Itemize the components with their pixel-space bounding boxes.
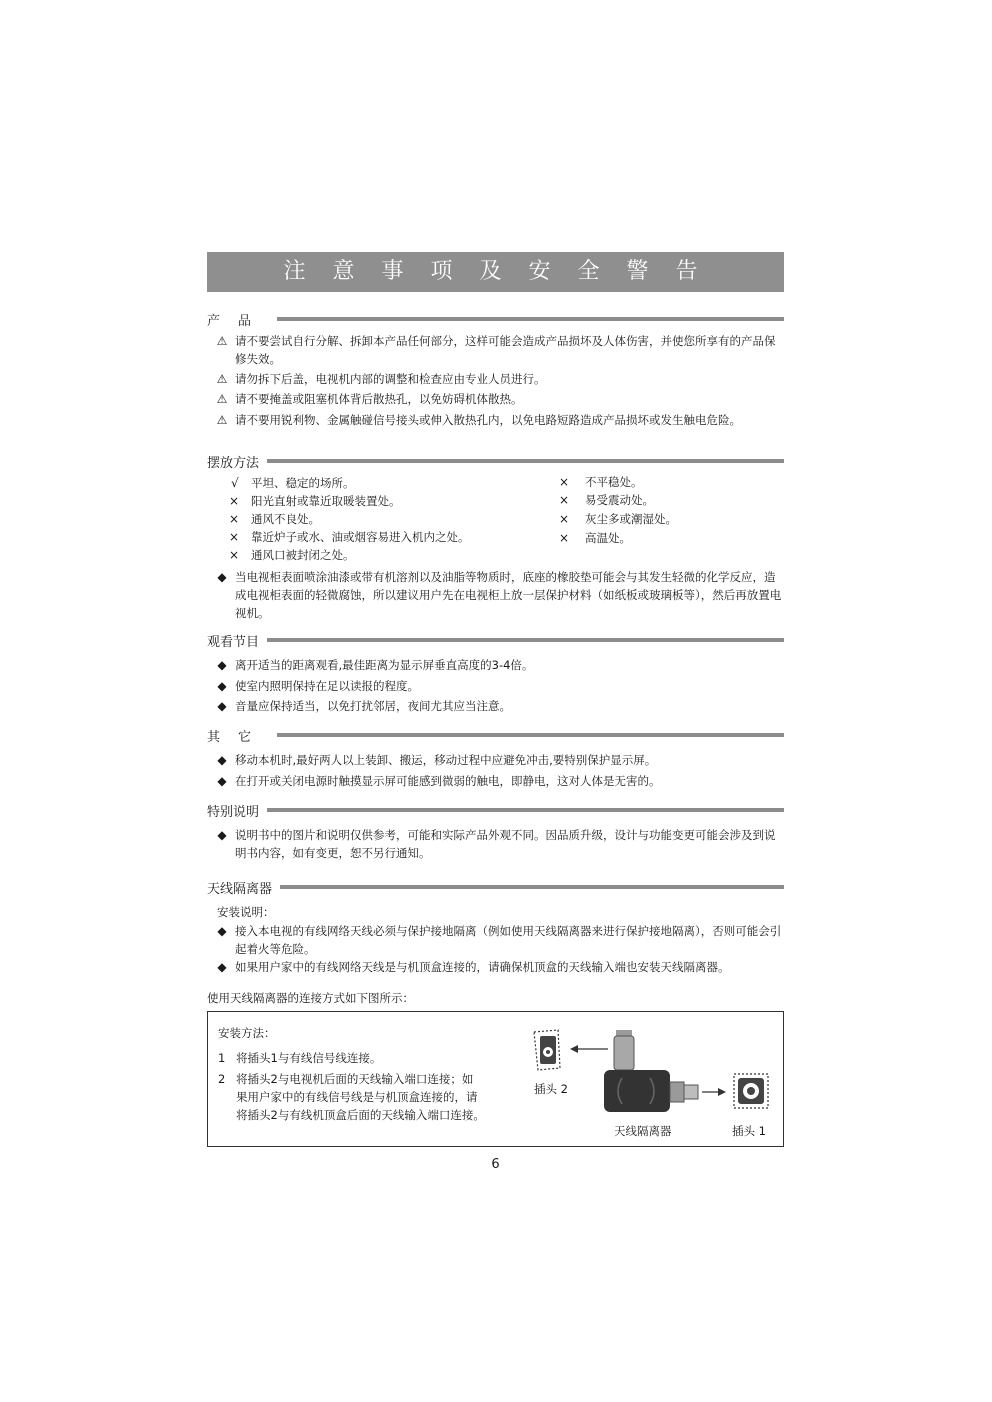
- placement-bad: 易受震动处。: [585, 493, 654, 507]
- diamond-bullet-icon: ◆: [217, 679, 227, 693]
- plug-2-label: 插头 2: [534, 1082, 568, 1096]
- placement-bad: 通风不良处。: [251, 512, 320, 526]
- section-title: 其它: [207, 729, 270, 745]
- placement-bad: 通风口被封闭之处。: [251, 548, 355, 562]
- page-number: 6: [491, 1157, 500, 1172]
- diamond-bullet-icon: ◆: [217, 924, 227, 938]
- section-rule: [277, 317, 784, 321]
- product-text: 请不要掩盖或阻塞机体背后散热孔，以免妨碍机体散热。: [235, 392, 523, 406]
- product-text: 请不要用锐利物、金属触碰信号接头或伸入散热孔内，以免电路短路造成产品损坏或发生触电危险。: [235, 413, 741, 427]
- cross-icon: ×: [559, 512, 570, 526]
- step-2-line: 将插头2与有线机顶盒后面的天线输入端口连接。: [236, 1108, 485, 1122]
- install-note-label: 安装说明：: [217, 905, 275, 919]
- viewing-item: 使室内照明保持在足以读报的程度。: [235, 679, 419, 693]
- step-2-line: 果用户家中的有线信号线是与机顶盒连接的，请: [236, 1090, 478, 1104]
- diamond-bullet-icon: ◆: [217, 774, 227, 788]
- antenna-isolator-diagram: [526, 1022, 778, 1132]
- section-antenna-header: [207, 878, 784, 896]
- install-method-label: 安装方法：: [218, 1026, 276, 1040]
- section-other-header: [207, 726, 784, 744]
- diamond-bullet-icon: ◆: [217, 960, 227, 974]
- placement-bad: 高温处。: [585, 531, 631, 545]
- section-title: 观看节目: [207, 634, 260, 650]
- step-number: 2: [218, 1072, 226, 1086]
- placement-good: 平坦、稳定的场所。: [251, 476, 355, 490]
- diamond-bullet-icon: ◆: [217, 699, 227, 713]
- arrow-left-icon: [570, 1045, 608, 1053]
- section-rule: [267, 459, 784, 463]
- special-item: 说明书中的图片和说明仅供参考，可能和实际产品外观不同。因品质升级，设计与功能变更可能会涉及到说明书内容，如有变更，恕不另行通知。: [235, 828, 776, 860]
- cross-icon: ×: [229, 530, 240, 544]
- diamond-bullet-icon: ◆: [217, 658, 227, 672]
- section-placement-header: [207, 452, 784, 470]
- other-item: 移动本机时,最好两人以上装卸、搬运，移动过程中应避免冲击,要特别保护显示屏。: [235, 753, 657, 767]
- step-1-text: 将插头1与有线信号线连接。: [236, 1051, 382, 1065]
- antenna-item: 接入本电视的有线网络天线必须与保护接地隔离（例如使用天线隔离器来进行保护接地隔离），否则可能会引起着火等危险。: [235, 924, 782, 956]
- placement-bad: 不平稳处。: [585, 475, 643, 489]
- other-item: 在打开或关闭电源时触摸显示屏可能感到微弱的触电，即静电，这对人体是无害的。: [235, 774, 661, 788]
- plug-2-icon: [534, 1030, 560, 1070]
- cross-icon: ×: [559, 531, 570, 545]
- page-title: 注 意 事 项 及 安 全 警 告: [207, 252, 784, 292]
- section-title: 摆放方法: [207, 455, 260, 471]
- placement-note: 当电视柜表面喷涂油漆或带有机溶剂以及油脂等物质时，底座的橡胶垫可能会与其发生轻微的化学反应，造成电视柜表面的轻微腐蚀，所以建议用户先在电视柜上放一层保护材料（如纸板或玻璃板等），然后再放置电视机。: [235, 570, 782, 620]
- section-product-header: [207, 310, 784, 328]
- section-rule: [277, 733, 784, 737]
- step-number: 1: [218, 1051, 226, 1065]
- product-text: 请不要尝试自行分解、拆卸本产品任何部分，这样可能会造成产品损坏及人体伤害，并使您所享有的产品保修失效。: [235, 334, 776, 366]
- cross-icon: ×: [229, 512, 240, 526]
- placement-bad: 灰尘多或潮湿处。: [585, 512, 677, 526]
- diamond-bullet-icon: ◆: [217, 570, 227, 584]
- cross-icon: ×: [559, 475, 570, 489]
- antenna-isolator-icon: [604, 1030, 698, 1112]
- warning-triangle-icon: ⚠: [216, 372, 228, 386]
- plug-1-label: 插头 1: [732, 1124, 766, 1138]
- section-title: 特别说明: [207, 804, 260, 820]
- section-rule: [280, 885, 784, 889]
- product-text: 请勿拆下后盖，电视机内部的调整和检查应由专业人员进行。: [235, 372, 546, 386]
- placement-bad: 靠近炉子或水、油或烟容易进入机内之处。: [251, 530, 470, 544]
- diamond-bullet-icon: ◆: [217, 753, 227, 767]
- section-rule: [267, 808, 784, 812]
- section-special-header: [207, 801, 784, 819]
- placement-bad: 阳光直射或靠近取暖装置处。: [251, 494, 401, 508]
- installation-box: [207, 1011, 784, 1147]
- check-icon: √: [231, 476, 239, 490]
- isolator-label: 天线隔离器: [614, 1124, 672, 1138]
- warning-triangle-icon: ⚠: [216, 392, 228, 406]
- section-rule: [267, 638, 784, 642]
- warning-triangle-icon: ⚠: [216, 413, 228, 427]
- cross-icon: ×: [229, 548, 240, 562]
- cross-icon: ×: [559, 493, 570, 507]
- warning-triangle-icon: ⚠: [216, 334, 228, 348]
- cross-icon: ×: [229, 494, 240, 508]
- plug-1-icon: [734, 1074, 768, 1108]
- diamond-bullet-icon: ◆: [217, 828, 227, 842]
- step-2-line: 将插头2与电视机后面的天线输入端口连接；如: [236, 1072, 474, 1086]
- arrow-right-icon: [702, 1088, 726, 1096]
- section-viewing-header: [207, 631, 784, 649]
- section-title: 天线隔离器: [207, 881, 273, 897]
- connection-caption: 使用天线隔离器的连接方式如下图所示：: [207, 991, 414, 1005]
- viewing-item: 音量应保持适当，以免打扰邻居，夜间尤其应当注意。: [235, 699, 511, 713]
- antenna-item: 如果用户家中的有线网络天线是与机顶盒连接的，请确保机顶盒的天线输入端也安装天线隔离器。: [235, 960, 730, 974]
- section-title: 产品: [207, 313, 270, 329]
- viewing-item: 离开适当的距离观看,最佳距离为显示屏垂直高度的3-4倍。: [235, 658, 534, 672]
